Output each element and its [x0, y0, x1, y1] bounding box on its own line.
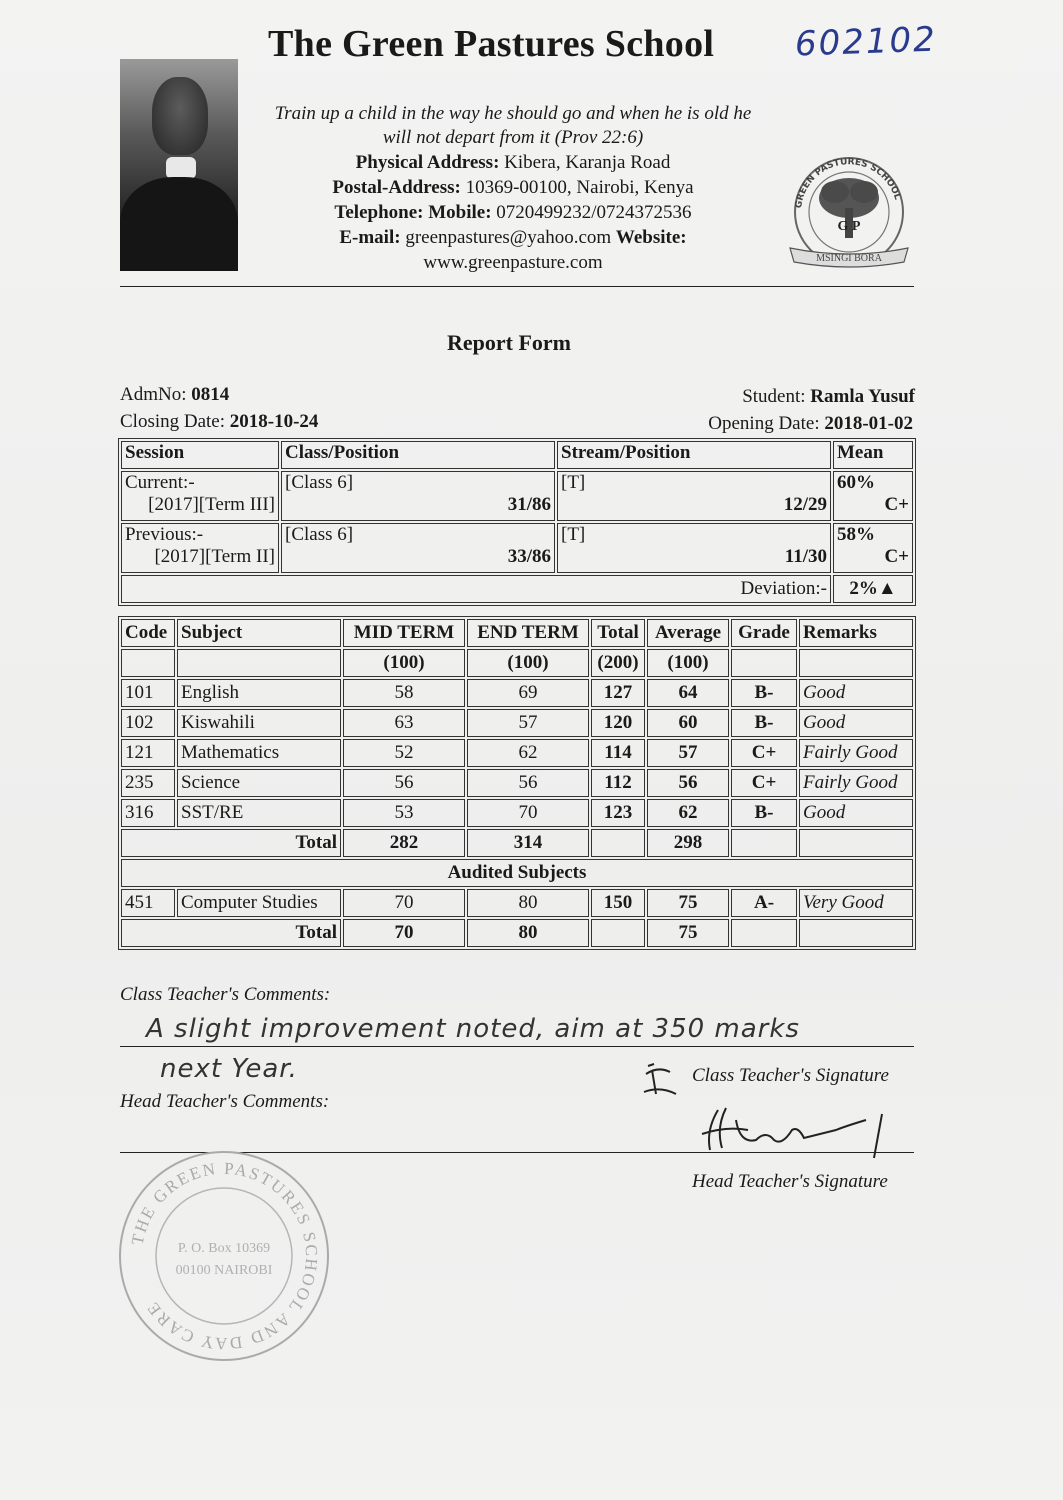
mid-cell: 58 [343, 679, 465, 707]
grade-header: Grade [731, 619, 797, 647]
end-cell: 62 [467, 739, 589, 767]
table-row [121, 739, 913, 767]
report-title: Report Form [447, 330, 572, 355]
remark-cell: Very Good [799, 889, 913, 917]
average-cell: 64 [647, 679, 729, 707]
subheader-cell: (100) [467, 649, 589, 677]
email-website: E-mail: greenpastures@yahoo.com Website: [339, 227, 687, 248]
subject-cell: SST/RE [177, 799, 341, 827]
mid-cell: 52 [343, 739, 465, 767]
summary-header-row [121, 441, 913, 469]
end-cell: 56 [467, 769, 589, 797]
class-teacher-signature [640, 1060, 682, 1100]
total-end: 314 [467, 829, 589, 857]
subheader-cell [177, 649, 341, 677]
total-grade [731, 919, 797, 947]
total-total [591, 829, 645, 857]
adm-no: AdmNo: 0814 [120, 384, 230, 405]
class-teacher-signature-label: Class Teacher's Signature [692, 1065, 889, 1086]
table-row [121, 889, 913, 917]
motto-line-2: will not depart from it (Prov 22:6) [382, 127, 644, 148]
remarks-header: Remarks [799, 619, 913, 647]
subheader-cell [121, 649, 175, 677]
class-teacher-comments-label: Class Teacher's Comments: [120, 984, 331, 1005]
total-mid: 70 [343, 919, 465, 947]
code-cell: 102 [121, 709, 175, 737]
end-term-header: END TERM [467, 619, 589, 647]
mean-cell: 58% C+ [833, 523, 913, 573]
grade-cell: B- [731, 799, 797, 827]
subheader-cell [799, 649, 913, 677]
subject-header: Subject [177, 619, 341, 647]
contact-info [243, 150, 783, 275]
summary-row-current [121, 471, 913, 521]
table-row [121, 709, 913, 737]
subject-cell: Science [177, 769, 341, 797]
session-cell: Previous:- [2017][Term II] [121, 523, 279, 573]
subheader-cell: (200) [591, 649, 645, 677]
total-cell: 123 [591, 799, 645, 827]
student-name: Student: Ramla Yusuf [742, 386, 915, 407]
total-cell: 150 [591, 889, 645, 917]
remark-cell: Good [799, 679, 913, 707]
total-remark [799, 919, 913, 947]
student-photo [120, 59, 238, 271]
class-position-cell: [Class 6] 33/86 [281, 523, 555, 573]
stream-position-cell: [T] 11/30 [557, 523, 831, 573]
mid-cell: 70 [343, 889, 465, 917]
class-teacher-comment-line2: next Year. [160, 1054, 298, 1084]
subject-cell: English [177, 679, 341, 707]
average-cell: 57 [647, 739, 729, 767]
marks-header-row [121, 619, 913, 647]
opening-date: Opening Date: 2018-01-02 [708, 413, 913, 434]
head-teacher-comments-label: Head Teacher's Comments: [120, 1091, 330, 1112]
subject-cell: Mathematics [177, 739, 341, 767]
end-cell: 57 [467, 709, 589, 737]
class-teacher-comment-line1: A slight improvement noted, aim at 350 marks [146, 1014, 800, 1044]
total-header: Total [591, 619, 645, 647]
svg-text:00100 NAIROBI: 00100 NAIROBI [175, 1263, 273, 1278]
svg-text:THE GREEN PASTURES SCHOOL AND: THE GREEN PASTURES SCHOOL AND DAY CARE [127, 1158, 322, 1354]
marks-table [118, 616, 916, 950]
svg-text:MSINGI BORA: MSINGI BORA [816, 253, 882, 264]
code-cell: 101 [121, 679, 175, 707]
total-row [121, 829, 913, 857]
remark-cell: Fairly Good [799, 739, 913, 767]
average-cell: 75 [647, 889, 729, 917]
code-cell: 121 [121, 739, 175, 767]
physical-address: Physical Address: Kibera, Karanja Road [355, 152, 671, 173]
deviation-value: 2%▲ [833, 575, 913, 603]
website: www.greenpasture.com [423, 252, 603, 273]
school-stamp [116, 1148, 332, 1364]
grade-cell: B- [731, 679, 797, 707]
average-cell: 56 [647, 769, 729, 797]
total-avg: 75 [647, 919, 729, 947]
mid-cell: 53 [343, 799, 465, 827]
table-row [121, 679, 913, 707]
table-row [121, 769, 913, 797]
mean-header: Mean [833, 441, 913, 469]
summary-row-previous [121, 523, 913, 573]
subheader-cell: (100) [647, 649, 729, 677]
total-cell: 127 [591, 679, 645, 707]
head-teacher-signature-label: Head Teacher's Signature [692, 1171, 888, 1192]
subject-cell: Kiswahili [177, 709, 341, 737]
grade-cell: C+ [731, 769, 797, 797]
total-mid: 282 [343, 829, 465, 857]
stream-position-cell: [T] 12/29 [557, 471, 831, 521]
end-cell: 80 [467, 889, 589, 917]
summary-table [118, 438, 916, 606]
total-label: Total [121, 829, 341, 857]
audited-subjects-label: Audited Subjects [121, 859, 913, 887]
total-remark [799, 829, 913, 857]
mid-cell: 56 [343, 769, 465, 797]
end-cell: 70 [467, 799, 589, 827]
deviation-label: Deviation:- [121, 575, 831, 603]
motto-line-1: Train up a child in the way he should go and when he is old he [274, 103, 752, 124]
remark-cell: Good [799, 709, 913, 737]
total-cell: 120 [591, 709, 645, 737]
session-header: Session [121, 441, 279, 469]
svg-text:G P: G P [837, 219, 861, 234]
grade-cell: C+ [731, 739, 797, 767]
total-avg: 298 [647, 829, 729, 857]
postal-address: Postal-Address: 10369-00100, Nairobi, Kenya [332, 177, 694, 198]
closing-date: Closing Date: 2018-10-24 [120, 411, 319, 432]
table-row [121, 799, 913, 827]
audited-header-row [121, 859, 913, 887]
mid-term-header: MID TERM [343, 619, 465, 647]
remark-cell: Good [799, 799, 913, 827]
class-position-header: Class/Position [281, 441, 555, 469]
school-logo [780, 150, 918, 272]
code-cell: 451 [121, 889, 175, 917]
svg-text:GREEN PASTURES SCHOOL: GREEN PASTURES SCHOOL [794, 157, 903, 209]
svg-text:P. O. Box 10369: P. O. Box 10369 [177, 1241, 271, 1256]
subheader-cell [731, 649, 797, 677]
mid-cell: 63 [343, 709, 465, 737]
code-cell: 316 [121, 799, 175, 827]
grade-cell: A- [731, 889, 797, 917]
session-cell: Current:- [2017][Term III] [121, 471, 279, 521]
average-cell: 60 [647, 709, 729, 737]
average-cell: 62 [647, 799, 729, 827]
class-position-cell: [Class 6] 31/86 [281, 471, 555, 521]
handwritten-number: 602102 [794, 19, 938, 65]
average-header: Average [647, 619, 729, 647]
comment-line [120, 1046, 914, 1047]
stream-position-header: Stream/Position [557, 441, 831, 469]
subject-cell: Computer Studies [177, 889, 341, 917]
subheader-cell: (100) [343, 649, 465, 677]
total-cell: 112 [591, 769, 645, 797]
end-cell: 69 [467, 679, 589, 707]
deviation-row [121, 575, 913, 603]
header-divider [120, 286, 914, 287]
marks-subheader-row [121, 649, 913, 677]
code-cell: 235 [121, 769, 175, 797]
total-cell: 114 [591, 739, 645, 767]
remark-cell: Fairly Good [799, 769, 913, 797]
mean-cell: 60% C+ [833, 471, 913, 521]
grade-cell: B- [731, 709, 797, 737]
total-total [591, 919, 645, 947]
school-motto [243, 102, 783, 150]
audited-total-row [121, 919, 913, 947]
telephone: Telephone: Mobile: 0720499232/0724372536 [334, 202, 692, 223]
total-grade [731, 829, 797, 857]
code-header: Code [121, 619, 175, 647]
total-label: Total [121, 919, 341, 947]
total-end: 80 [467, 919, 589, 947]
school-name: The Green Pastures School [268, 23, 715, 65]
